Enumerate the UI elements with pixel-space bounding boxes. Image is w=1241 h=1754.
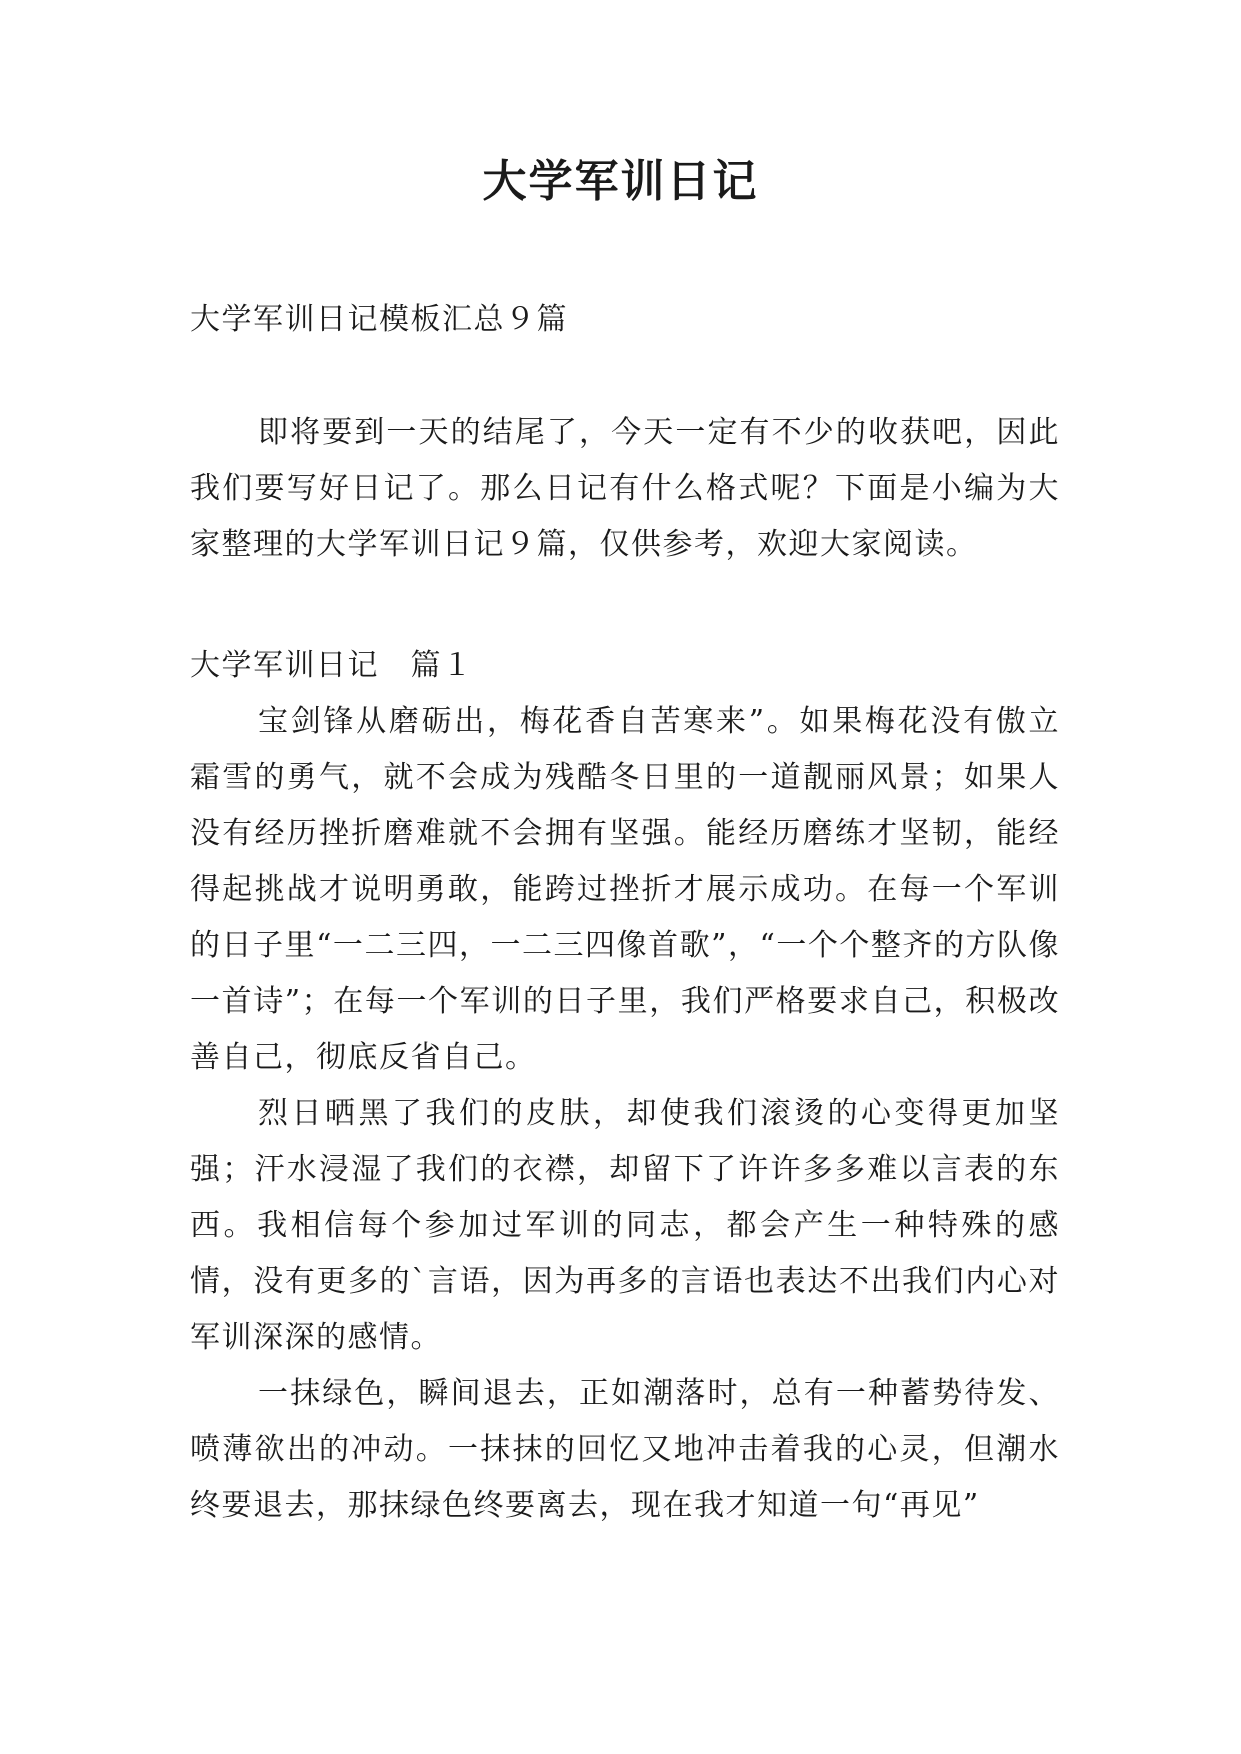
- body-paragraph: 一抹绿色，瞬间退去，正如潮落时，总有一种蓄势待发、喷薄欲出的冲动。一抹抹的回忆又地冲击着我的心灵，但潮水终要退去，那抹绿色终要离去，现在我才知道一句“再见”: [190, 1376, 1060, 1523]
- intro-paragraph: 即将要到一天的结尾了，今天一定有不少的收获吧，因此我们要写好日记了。那么日记有什么格式呢？下面是小编为大家整理的大学军训日记９篇，仅供参考，欢迎大家阅读。: [190, 415, 1060, 562]
- section-body: [190, 694, 1060, 1534]
- section-heading: 大学军训日记 篇１: [190, 648, 474, 683]
- body-paragraph: 宝剑锋从磨砺出，梅花香自苦寒来”。如果梅花没有傲立霜雪的勇气，就不会成为残酷冬日里的一道靓丽风景；如果人没有经历挫折磨难就不会拥有坚强。能经历磨练才坚韧，能经得起挑战才说明勇敢，能跨过挫折才展示成功。在每一个军训的日子里“一二三四，一二三四像首歌”，“一个个整齐的方队像一首诗”；在每一个军训的日子里，我们严格要求自己，积极改善自己，彻底反省自己。: [190, 704, 1060, 1075]
- body-paragraph: 烈日晒黑了我们的皮肤，却使我们滚烫的心变得更加坚强；汗水浸湿了我们的衣襟，却留下了许许多多难以言表的东西。我相信每个参加过军训的同志，都会产生一种特殊的感情，没有更多的`言语，因为再多的言语也表达不出我们内心对军训深深的感情。: [190, 1096, 1060, 1355]
- document-title: 大学军训日记: [482, 156, 759, 207]
- document-subtitle: 大学军训日记模板汇总９篇: [190, 302, 568, 337]
